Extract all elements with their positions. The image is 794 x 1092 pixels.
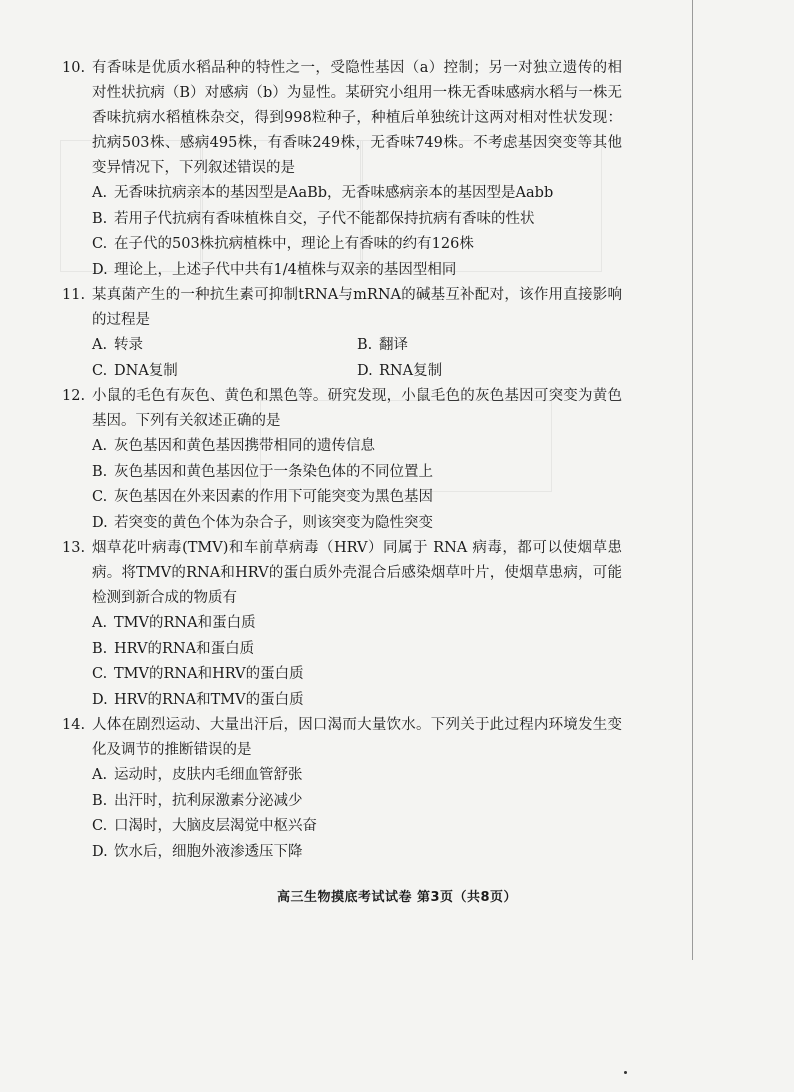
option-c: C. 在子代的503株抗病植株中，理论上有香味的约有126株: [92, 236, 474, 252]
option-a: A. TMV的RNA和蛋白质: [92, 615, 256, 631]
option-c: C. DNA复制: [92, 362, 178, 379]
page-footer: 高三生物摸底考试试卷 第3页（共8页）: [276, 890, 518, 905]
question-10: [62, 56, 622, 283]
question-12: [62, 384, 622, 536]
option-row: [62, 359, 622, 385]
question-11: [62, 283, 622, 384]
question-14: [62, 713, 622, 865]
option-d: D. 若突变的黄色个体为杂合子，则该突变为隐性突变: [92, 514, 433, 531]
option-b: B. 翻译: [357, 337, 408, 353]
option-b: B. 若用子代抗病有香味植株自交，子代不能都保持抗病有香味的性状: [92, 210, 535, 227]
question-stem: 某真菌产生的一种抗生素可抑制tRNA与mRNA的碱基互补配对，该作用直接影响的过程是: [92, 287, 622, 328]
question-list: [62, 56, 622, 865]
option-b: B. 出汗时，抗利尿激素分泌减少: [92, 792, 303, 809]
question-stem: 有香味是优质水稻品种的特性之一，受隐性基因（a）控制；另一对独立遗传的相对性状抗病（B）对感病（b）为显性。某研究小组用一株无香味感病水稻与一株无香味抗病水稻植株杂交，得到998粒种子，种植后单独统计这两对相对性状发现：抗病503株、感病495株，有香味249株，无香味749株。不考虑基因突变等其他变异情况下，下列叙述错误的是: [92, 60, 622, 176]
question-number: 14.: [62, 717, 86, 733]
question-number: 12.: [62, 388, 86, 404]
question-stem: 烟草花叶病毒(TMV)和车前草病毒（HRV）同属于 RNA 病毒，都可以使烟草患病。将TMV的RNA和HRV的蛋白质外壳混合后感染烟草叶片，使烟草患病，可能检测到新合成的物质有: [92, 540, 622, 606]
option-a: A. 转录: [92, 337, 143, 353]
option-c: C. 口渴时，大脑皮层渴觉中枢兴奋: [92, 818, 317, 834]
option-d: D. 理论上，上述子代中共有1/4植株与双亲的基因型相同: [92, 261, 457, 278]
option-d: D. HRV的RNA和TMV的蛋白质: [92, 691, 304, 708]
question-stem: 小鼠的毛色有灰色、黄色和黑色等。研究发现，小鼠毛色的灰色基因可突变为黄色基因。下列有关叙述正确的是: [92, 388, 622, 429]
scan-speck: [624, 1071, 627, 1074]
question-number: 11.: [62, 287, 86, 303]
option-b: B. HRV的RNA和蛋白质: [92, 640, 255, 657]
option-a: A. 运动时，皮肤内毛细血管舒张: [92, 767, 303, 783]
option-row: [62, 333, 622, 359]
option-b: B. 灰色基因和黄色基因位于一条染色体的不同位置上: [92, 463, 433, 480]
option-a: A. 无香味抗病亲本的基因型是AaBb，无香味感病亲本的基因型是Aabb: [92, 185, 554, 201]
page-edge-rule: [692, 0, 693, 960]
option-c: C. 灰色基因在外来因素的作用下可能突变为黑色基因: [92, 489, 433, 505]
option-c: C. TMV的RNA和HRV的蛋白质: [92, 666, 304, 682]
question-stem: 人体在剧烈运动、大量出汗后，因口渴而大量饮水。下列关于此过程内环境发生变化及调节的推断错误的是: [92, 717, 622, 758]
question-13: [62, 536, 622, 713]
question-number: 13.: [62, 540, 86, 556]
option-d: D. 饮水后，细胞外液渗透压下降: [92, 843, 303, 860]
option-d: D. RNA复制: [357, 362, 443, 379]
question-number: 10.: [62, 60, 86, 76]
option-a: A. 灰色基因和黄色基因携带相同的遗传信息: [92, 438, 375, 454]
